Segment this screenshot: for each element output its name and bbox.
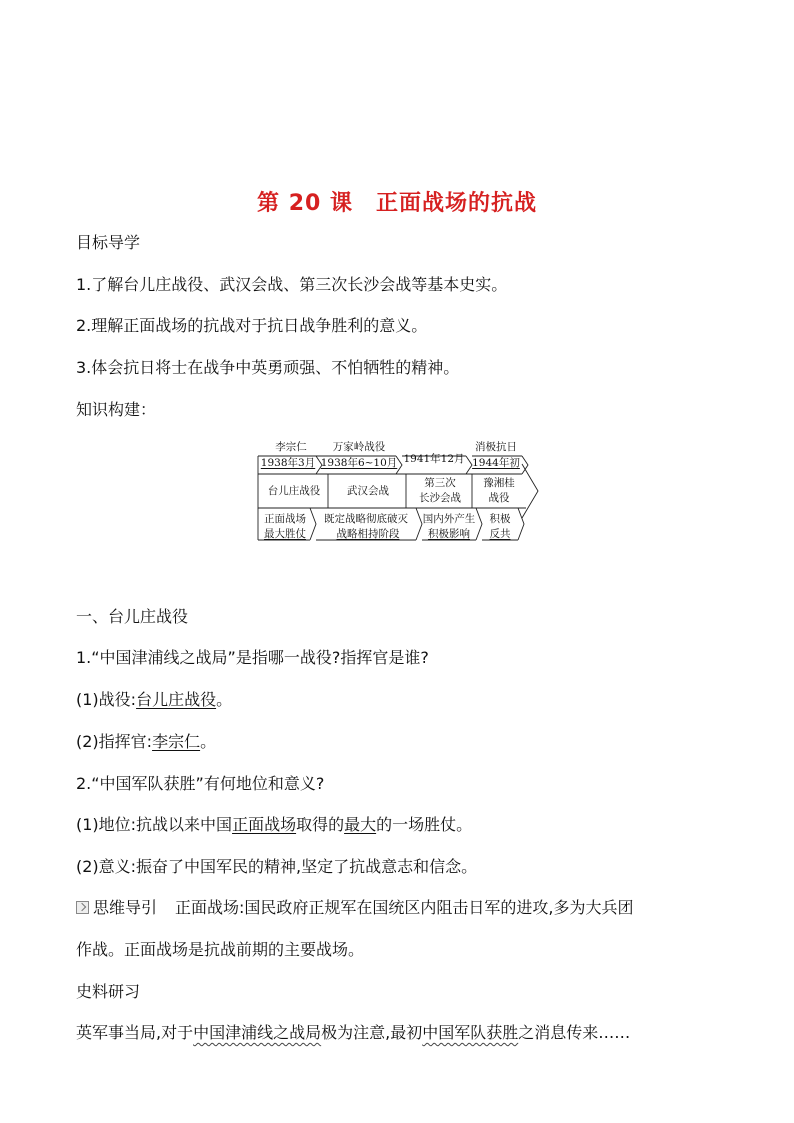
question-2: 2.“中国军队获胜”有何地位和意义? bbox=[76, 774, 325, 793]
tip-line-2: 作战。正面战场是抗战前期的主要战场。 bbox=[76, 940, 365, 959]
diagram-mid-changsha: 长沙会战 bbox=[419, 492, 461, 504]
diagram-top-date-1: 1938年3月 bbox=[260, 457, 316, 469]
source-mid: 极为注意,最初 bbox=[321, 1023, 423, 1042]
answer-2-2: (2)意义:振奋了中国军民的精神,坚定了抗战意志和信念。 bbox=[76, 857, 478, 876]
objective-item-2: 2.理解正面战场的抗战对于抗日战争胜利的意义。 bbox=[76, 316, 428, 335]
answer-1-1-answer: 台儿庄战役 bbox=[136, 690, 217, 709]
diagram-top-attitude: 消极抗日 bbox=[475, 441, 517, 453]
objective-item-1: 1.了解台儿庄战役、武汉会战、第三次长沙会战等基本史实。 bbox=[76, 275, 508, 294]
diagram-mid-taierzhuang: 台儿庄战役 bbox=[267, 485, 321, 497]
source-text bbox=[76, 1022, 630, 1044]
answer-1-2-suffix: 。 bbox=[200, 732, 217, 751]
objectives-heading: 目标导学 bbox=[76, 233, 141, 252]
question-1: 1.“中国津浦线之战局”是指哪一战役?指挥官是谁? bbox=[76, 648, 429, 667]
answer-1-1 bbox=[76, 689, 232, 711]
answer-2-1-prefix: (1)地位:抗战以来中国 bbox=[76, 815, 233, 834]
answer-2-1-mid: 取得的 bbox=[296, 815, 345, 834]
diagram-bot-victory: 最大胜仗 bbox=[264, 528, 306, 540]
knowledge-heading: 知识构建： bbox=[76, 400, 157, 419]
diagram-top-date-3: 1941年12月 bbox=[403, 453, 465, 465]
tip-icon bbox=[76, 901, 89, 914]
answer-2-1 bbox=[76, 814, 472, 836]
answer-1-1-prefix: (1)战役: bbox=[76, 690, 137, 709]
section-heading: 一、台儿庄战役 bbox=[76, 607, 189, 626]
answer-1-2 bbox=[76, 731, 216, 753]
source-prefix: 英军事当局,对于 bbox=[76, 1023, 194, 1042]
diagram-bot-domestic: 国内外产生 bbox=[422, 513, 476, 525]
diagram-mid-campaign: 战役 bbox=[488, 492, 510, 504]
answer-2-1-ans1: 正面战场 bbox=[232, 815, 297, 834]
diagram-bot-strategy: 既定战略彻底破灭 bbox=[324, 513, 408, 525]
tip-text-1: 正面战场:国民政府正规军在国统区内阻击日军的进攻,多为大兵团 bbox=[175, 898, 634, 917]
source-suffix: 之消息传来…… bbox=[518, 1023, 631, 1042]
source-highlight-2: 中国军队获胜 bbox=[422, 1023, 519, 1042]
diagram-bot-active: 积极 bbox=[489, 513, 511, 525]
answer-1-2-prefix: (2)指挥官: bbox=[76, 732, 153, 751]
diagram-bot-stalemate: 战略相持阶段 bbox=[336, 528, 400, 540]
source-heading: 史料研习 bbox=[76, 982, 141, 1001]
diagram-bot-front: 正面战场 bbox=[264, 513, 306, 525]
knowledge-diagram bbox=[256, 436, 540, 548]
diagram-top-date-2: 1938年6~10月 bbox=[320, 457, 398, 469]
answer-2-1-suffix: 的一场胜仗。 bbox=[376, 815, 473, 834]
diagram-mid-yuxianggui: 豫湘桂 bbox=[483, 477, 515, 489]
page-title: 第 20 课 正面战场的抗战 bbox=[257, 191, 537, 216]
diagram-bot-impact: 积极影响 bbox=[428, 528, 470, 540]
objective-item-3: 3.体会抗日将士在战争中英勇顽强、不怕牺牲的精神。 bbox=[76, 358, 460, 377]
answer-2-1-ans2: 最大 bbox=[344, 815, 377, 834]
tip-line-1 bbox=[76, 897, 634, 919]
tip-label: 思维导引 bbox=[93, 898, 158, 917]
source-highlight-1: 中国津浦线之战局 bbox=[193, 1023, 322, 1042]
diagram-bot-anticommunist: 反共 bbox=[489, 528, 511, 540]
diagram-top-battle: 万家岭战役 bbox=[332, 441, 386, 453]
diagram-mid-wuhan: 武汉会战 bbox=[347, 485, 389, 497]
answer-1-1-suffix: 。 bbox=[216, 690, 233, 709]
diagram-mid-third: 第三次 bbox=[424, 477, 456, 489]
diagram-top-date-4: 1944年初 bbox=[472, 457, 520, 469]
answer-1-2-answer: 李宗仁 bbox=[152, 732, 201, 751]
diagram-top-commander: 李宗仁 bbox=[275, 441, 307, 453]
